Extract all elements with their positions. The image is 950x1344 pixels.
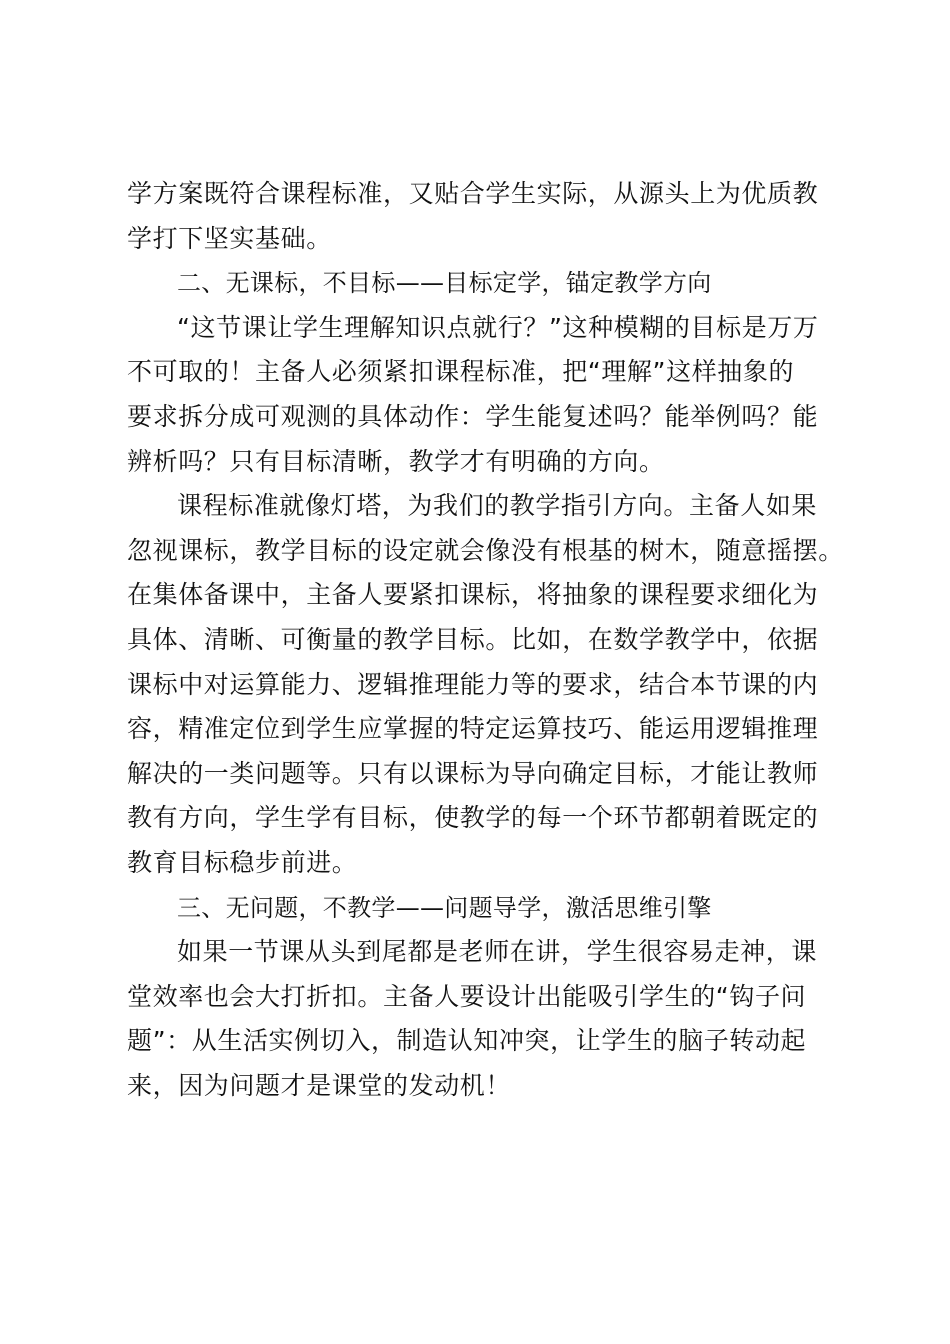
text-line: 学方案既符合课程标准，又贴合学生实际，从源头上为优质教 — [127, 179, 819, 208]
text-line: 具体、清晰、可衡量的教学目标。比如，在数学教学中，依据 — [127, 624, 819, 654]
section-heading-3 — [127, 886, 837, 931]
text-line: 教育目标稳步前进。 — [127, 847, 358, 877]
text-line: 不可取的！主备人必须紧扣课程标准，把“理解”这样抽象的 — [127, 357, 795, 387]
text-line: 忽视课标，教学目标的设定就会像没有根基的树木，随意摇摆。 — [127, 535, 844, 565]
text-line: 在集体备课中，主备人要紧扣课标，将抽象的课程要求细化为 — [127, 580, 819, 610]
text-line: “这节课让学生理解知识点就行？”这种模糊的目标是万万 — [177, 312, 819, 342]
text-line: 辨析吗？只有目标清晰，教学才有明确的方向。 — [127, 446, 665, 476]
text-line: 题”：从生活实例切入，制造认知冲突，让学生的脑子转动起 — [127, 1026, 807, 1056]
body-paragraph — [127, 930, 837, 1108]
text-line: 如果一节课从头到尾都是老师在讲，学生很容易走神，课 — [177, 937, 818, 967]
text-line: 学打下坚实基础。 — [127, 223, 332, 253]
text-line: 课程标准就像灯塔，为我们的教学指引方向。主备人如果 — [177, 491, 818, 521]
text-line: 容，精准定位到学生应掌握的特定运算技巧、能运用逻辑推理 — [127, 714, 819, 744]
text-line: 要求拆分成可观测的具体动作：学生能复述吗？能举例吗？能 — [127, 401, 819, 431]
continuation-paragraph — [127, 172, 837, 261]
document-body — [127, 172, 844, 1108]
body-paragraph — [127, 306, 837, 484]
text-line: 堂效率也会大打折扣。主备人要设计出能吸引学生的“钩子问 — [127, 981, 807, 1011]
heading-text: 二、无课标，不目标——目标定学，锚定教学方向 — [177, 269, 712, 298]
body-paragraph — [127, 484, 844, 885]
heading-text: 三、无问题，不教学——问题导学，激活思维引擎 — [177, 893, 712, 922]
text-line: 教有方向，学生学有目标，使教学的每一个环节都朝着既定的 — [127, 803, 819, 833]
text-line: 解决的一类问题等。只有以课标为导向确定目标，才能让教师 — [127, 758, 819, 788]
text-line: 来，因为问题才是课堂的发动机！ — [127, 1070, 512, 1100]
section-heading-2 — [127, 261, 837, 306]
text-line: 课标中对运算能力、逻辑推理能力等的要求，结合本节课的内 — [127, 669, 819, 699]
